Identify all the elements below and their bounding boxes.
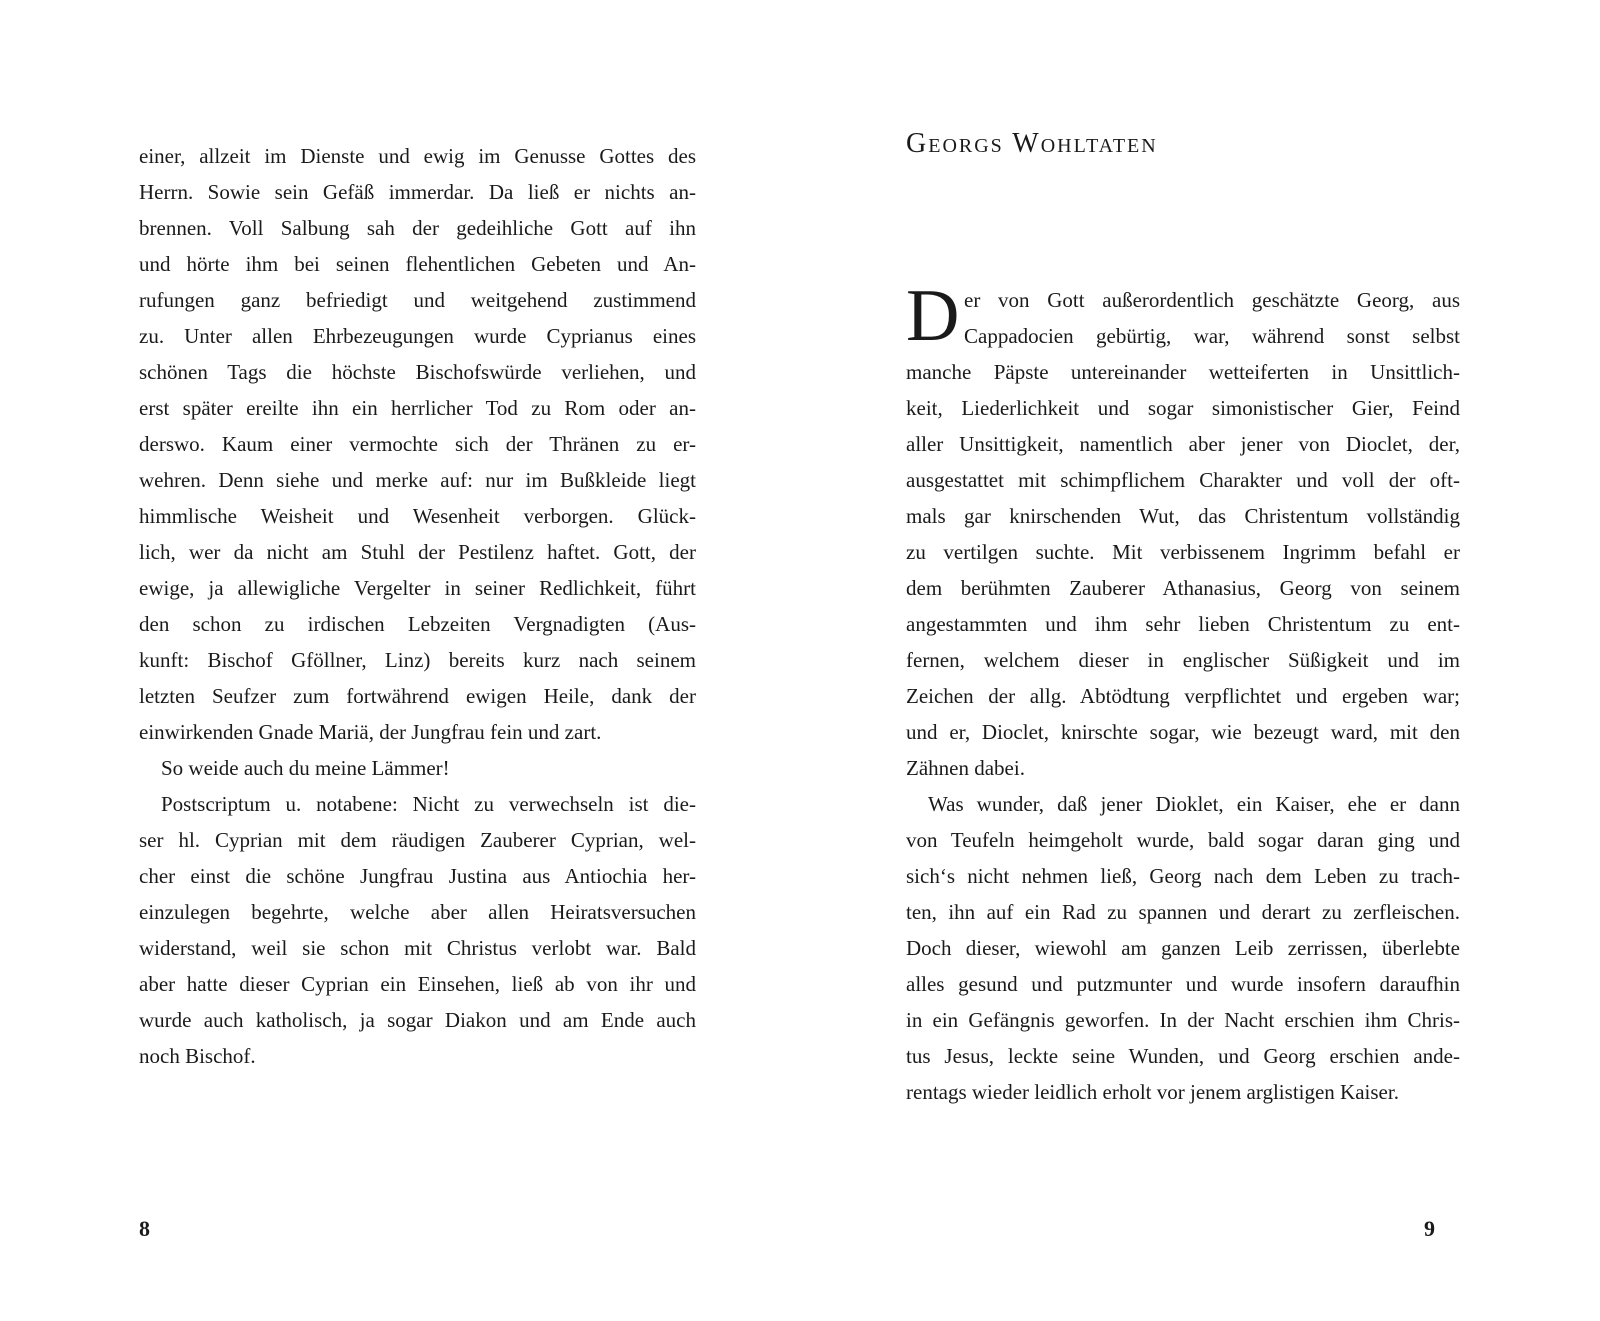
text-line: alles gesund und putzmunter und wurde insofern daraufhin [906, 972, 1460, 996]
chapter-title: Georgs Wohltaten [906, 128, 1158, 159]
left-page-body [139, 138, 696, 1074]
text-line: noch Bischof. [139, 1044, 256, 1068]
text-line: brennen. Voll Salbung sah der gedeihliche Gott auf ihn [139, 216, 696, 240]
text-line: ten, ihn auf ein Rad zu spannen und derart zu zerfleischen. [906, 900, 1460, 924]
text-line: und hörte ihm bei seinen flehentlichen Gebeten und An- [139, 252, 696, 276]
text-line: Zeichen der allg. Abtödtung verpflichtet und ergeben war; [906, 684, 1460, 708]
text-line: Cappadocien gebürtig, war, während sonst selbst [964, 324, 1460, 348]
text-line: wehren. Denn siehe und merke auf: nur im Bußkleide liegt [139, 468, 696, 492]
text-line: kunft: Bischof Gföllner, Linz) bereits kurz nach seinem [139, 648, 696, 672]
text-line: ausgestattet mit schimpflichem Charakter und voll der oft- [906, 468, 1460, 492]
text-line: ewige, ja allewigliche Vergelter in seiner Redlichkeit, führt [139, 576, 696, 600]
text-line: aber hatte dieser Cyprian ein Einsehen, ließ ab von ihr und [139, 972, 696, 996]
text-line: Zähnen dabei. [906, 756, 1025, 780]
text-line: cher einst die schöne Jungfrau Justina aus Antiochia her- [139, 864, 696, 888]
text-line: einer, allzeit im Dienste und ewig im Genusse Gottes des [139, 144, 696, 168]
right-page-body [906, 275, 1460, 1110]
text-line: Doch dieser, wiewohl am ganzen Leib zerrissen, überlebte [906, 936, 1460, 960]
text-line: rufungen ganz befriedigt und weitgehend zustimmend [139, 288, 696, 312]
drop-cap: D [906, 275, 960, 357]
text-line: himmlische Weisheit und Wesenheit verborgen. Glück- [139, 504, 696, 528]
text-line: rentags wieder leidlich erholt vor jenem arglistigen Kaiser. [906, 1080, 1399, 1104]
page-number: 8 [139, 1216, 150, 1241]
text-line: aller Unsittigkeit, namentlich aber jener von Dioclet, der, [906, 432, 1460, 456]
text-line: dem berühmten Zauberer Athanasius, Georg von seinem [906, 576, 1460, 600]
text-line: den schon zu irdischen Lebzeiten Vergnadigten (Aus- [139, 612, 696, 636]
text-line: ser hl. Cyprian mit dem räudigen Zauberer Cyprian, wel- [139, 828, 696, 852]
text-line: einzulegen begehrte, welche aber allen Heiratsversuchen [139, 900, 696, 924]
text-line: schönen Tags die höchste Bischofswürde verliehen, und [139, 360, 696, 384]
text-line: Postscriptum u. notabene: Nicht zu verwechseln ist die- [161, 792, 696, 816]
text-line: manche Päpste untereinander wetteiferten in Unsittlich- [906, 360, 1460, 384]
text-line: keit, Liederlichkeit und sogar simonistischer Gier, Feind [906, 396, 1460, 420]
text-line: derswo. Kaum einer vermochte sich der Thränen zu er- [139, 432, 696, 456]
right-page [800, 0, 1600, 1321]
text-line: zu vertilgen suchte. Mit verbissenem Ingrimm befahl er [906, 540, 1460, 564]
text-line: einwirkenden Gnade Mariä, der Jungfrau fein und zart. [139, 720, 602, 744]
text-line: mals gar knirschenden Wut, das Christentum vollständig [906, 504, 1460, 528]
text-line: er von Gott außerordentlich geschätzte Georg, aus [964, 288, 1460, 312]
text-line: wurde auch katholisch, ja sogar Diakon und am Ende auch [139, 1008, 696, 1032]
text-line: So weide auch du meine Lämmer! [161, 756, 450, 780]
text-line: in ein Gefängnis geworfen. In der Nacht erschien ihm Chris- [906, 1008, 1460, 1032]
text-line: letzten Seufzer zum fortwährend ewigen Heile, dank der [139, 684, 696, 708]
text-line: von Teufeln heimgeholt wurde, bald sogar daran ging und [906, 828, 1460, 852]
text-line: Was wunder, daß jener Dioklet, ein Kaiser, ehe er dann [928, 792, 1460, 816]
text-line: Herrn. Sowie sein Gefäß immerdar. Da ließ er nichts an- [139, 180, 696, 204]
text-line: zu. Unter allen Ehrbezeugungen wurde Cyprianus eines [139, 324, 696, 348]
text-line: tus Jesus, leckte seine Wunden, und Georg erschien ande- [906, 1044, 1460, 1068]
text-line: fernen, welchem dieser in englischer Süßigkeit und im [906, 648, 1460, 672]
text-line: lich, wer da nicht am Stuhl der Pestilenz haftet. Gott, der [139, 540, 696, 564]
text-line: angestammten und ihm sehr lieben Christentum zu ent- [906, 612, 1460, 636]
text-line: widerstand, weil sie schon mit Christus verlobt war. Bald [139, 936, 696, 960]
text-line: und er, Dioclet, knirschte sogar, wie bezeugt ward, mit den [906, 720, 1460, 744]
page-number: 9 [1424, 1216, 1435, 1241]
text-line: sich‘s nicht nehmen ließ, Georg nach dem Leben zu trach- [906, 864, 1460, 888]
text-line: erst später ereilte ihn ein herrlicher Tod zu Rom oder an- [139, 396, 696, 420]
